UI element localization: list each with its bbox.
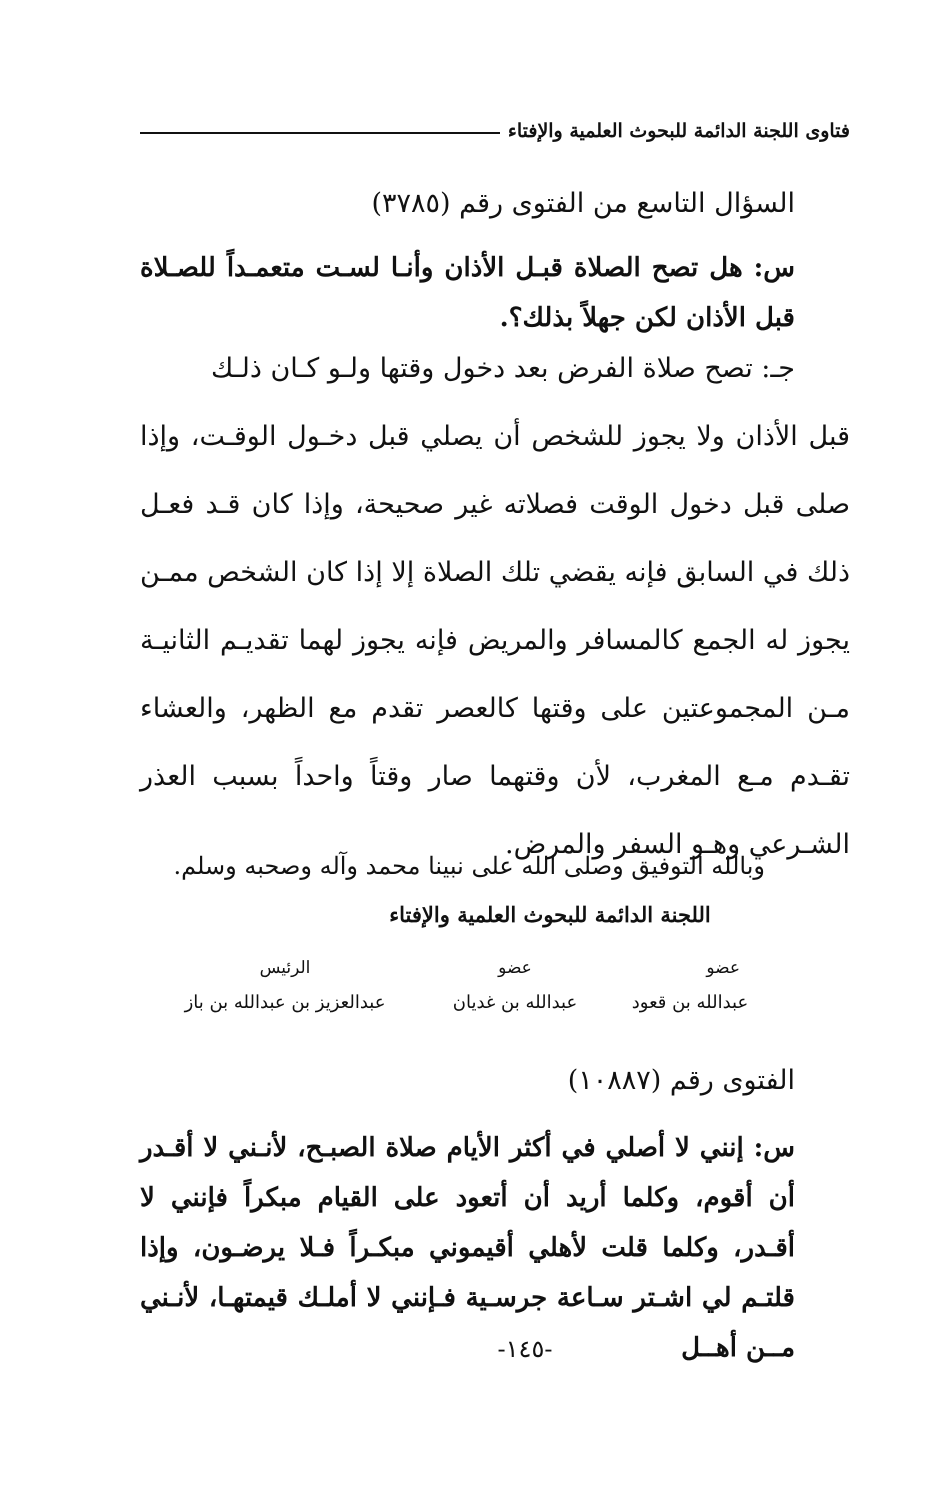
page-number: -١٤٥- <box>497 1335 553 1363</box>
running-title: فتاوى اللجنة الدائمة للبحوث العلمية والإفتاء <box>507 120 850 142</box>
fatwa-3785-question: س: هل تصح الصلاة قبـل الأذان وأنـا لسـت متعمـداً للصـلاة قبل الأذان لكن جهلاً بذلك؟. <box>140 253 795 333</box>
signature-role: عضو <box>706 958 740 978</box>
signature-president <box>175 958 395 1013</box>
fatwa-10887-question: س: إنني لا أصلي في أكثر الأيام صلاة الصبـح، لأنـني لا أقـدر أن أقوم، وكلما أريد أن أتعود على القيام مبكراً فإنني لا أقـدر، وكلما قلت لأهلي أقيموني مبكـراً فـلا يرضـون، وإذا قلتـم لي اشـتر سـاعة جرسـية فـإنني لا أملـك قيمتهـا، لأنـني مــن أهــل <box>140 1133 795 1363</box>
signature-member-1 <box>625 958 755 1013</box>
fatwa-10887-heading: الفتوى رقم (١٠٨٨٧) <box>567 1065 795 1096</box>
closing-prayer: وبالله التوفيق وصلى الله على نبينا محمد وآله وصحبه وسلم. <box>173 852 765 880</box>
signature-name: عبدالله بن قعود <box>631 992 749 1013</box>
running-header <box>140 120 850 142</box>
signature-name: عبدالعزيز بن عبدالله بن باز <box>184 992 386 1013</box>
fatwa-3785-answer <box>140 335 850 879</box>
answer-body: قبل الأذان ولا يجوز للشخص أن يصلي قبل دخـول الوقـت، وإذا صلى قبل دخول الوقت فصلاته غير صحيحة، وإذا كان قـد فعـل ذلك في السابق فإنه يقضي تلك الصلاة إلا إذا كان الشخص ممـن يجوز له الجمع كالمسافر والمريض فإنه يجوز لهما تقديـم الثانيـة مـن المجموعتين على وقتها كالعصر تقدم مع الظهر، والعشاء تقـدم مـع المغرب، لأن وقتهما صار وقتاً واحداً بسبب العذر الشـرعي وهـو السفر والمرض. <box>140 421 850 860</box>
signature-member-2 <box>440 958 590 1013</box>
header-rule <box>140 132 500 134</box>
signature-role: الرئيس <box>259 958 311 978</box>
signature-name: عبدالله بن غديان <box>452 992 578 1013</box>
document-page <box>140 0 850 1494</box>
answer-first-line: جـ: تصح صلاة الفرض بعد دخول وقتها ولـو كـان ذلـك <box>210 353 795 384</box>
committee-name: اللجنة الدائمة للبحوث العلمية والإفتاء <box>389 902 711 927</box>
signatures-block <box>140 958 850 1038</box>
signature-role: عضو <box>498 958 532 978</box>
fatwa-3785-heading: السؤال التاسع من الفتوى رقم (٣٧٨٥) <box>371 188 795 219</box>
